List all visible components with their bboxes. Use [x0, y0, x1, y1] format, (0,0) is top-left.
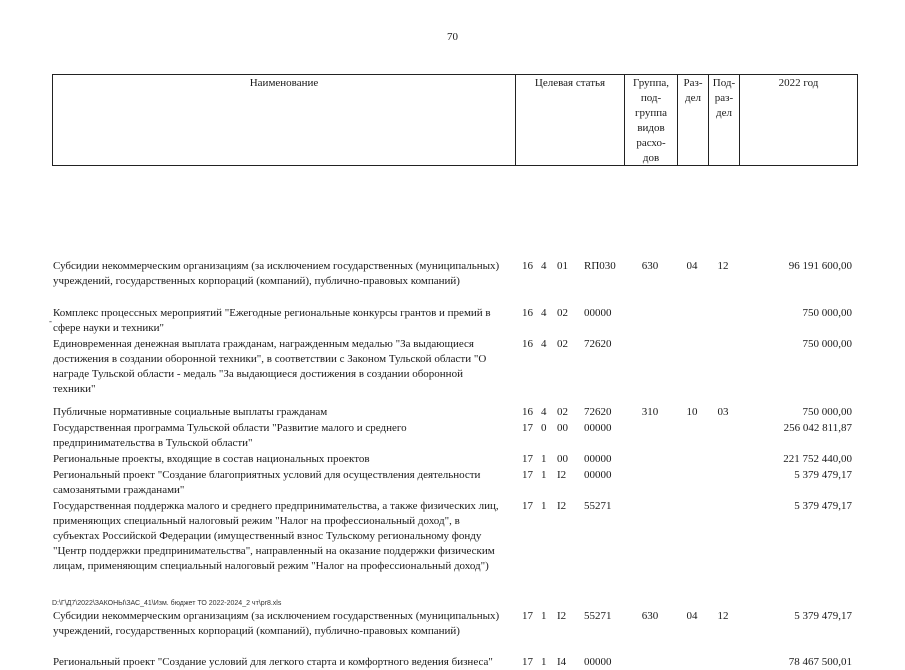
row-name: Субсидии некоммерческим организациям (за исключением государственных (муниципальных) учреждений, государственных корпораций (компаний), публично-правовых компаний) — [53, 610, 500, 637]
row-name: Субсидии некоммерческим организациям (за исключением государственных (муниципальных) учреждений, государственных корпораций (компаний), публично-правовых компаний) — [53, 260, 500, 287]
file-path-footer: D:\Г\Д7\2022\ЗАКОНЫ\ЗАС_41\Изм. бюджет ТО 2022-2024_2 чт\pr8.xls — [52, 600, 282, 607]
target-direction-code: 00000 — [584, 656, 612, 668]
target-program-code: 16 — [522, 260, 533, 272]
target-event-code: I2 — [557, 469, 567, 481]
row-name: Комплекс процессных мероприятий "Ежегодные региональные конкурсы грантов и премий в сфере науки и техники" — [53, 307, 491, 334]
target-event-code: 00 — [557, 422, 568, 434]
subsection-code: 12 — [717, 260, 729, 272]
row-name: Государственная поддержка малого и среднего предпринимательства, а также физических лиц, применяющих специальный налоговый режим "Налог на профессиональный доход", в субъектах Российской Федерации (имущественный взнос Тульскому региональному фонду "Центр поддержки предпринимательства", направленный на оказание поддержки физическим лицам, применяющим специальный налоговый режим "Налог на профессиональный доход") — [53, 500, 499, 572]
target-subprogram-code: 1 — [541, 453, 547, 465]
header-target-article: Целевая статья — [534, 77, 606, 89]
target-subprogram-code: 4 — [541, 406, 547, 418]
target-direction-code: 72620 — [584, 338, 612, 350]
section-code: 04 — [686, 260, 698, 272]
target-event-code: 01 — [557, 260, 568, 272]
target-subprogram-code: 4 — [541, 307, 547, 319]
target-event-code: 00 — [557, 453, 568, 465]
target-program-code: 16 — [522, 338, 533, 350]
row-name: Единовременная денежная выплата гражданам, награжденным медалью "За выдающиеся достижения в создании оборонной техники", в соответствии с Законом Тульской области "О награде Тульской области - медаль "За выдающиеся достижения в создании оборонной техники" — [53, 338, 487, 395]
target-direction-code: 72620 — [584, 406, 612, 418]
amount-2022: 96 191 600,00 — [788, 260, 852, 272]
target-direction-code: 00000 — [584, 469, 612, 481]
header-name: Наименование — [249, 77, 319, 89]
subsection-code: 03 — [717, 406, 729, 418]
section-code: 10 — [686, 406, 698, 418]
target-subprogram-code: 0 — [541, 422, 547, 434]
amount-2022: 221 752 440,00 — [783, 453, 852, 465]
target-program-code: 17 — [522, 500, 533, 512]
target-subprogram-code: 1 — [541, 656, 547, 668]
target-program-code: 17 — [522, 656, 533, 668]
amount-2022: 750 000,00 — [802, 338, 852, 350]
amount-2022: 256 042 811,87 — [783, 422, 852, 434]
target-subprogram-code: 1 — [541, 500, 547, 512]
row-name: Региональные проекты, входящие в состав национальных проектов — [53, 453, 370, 465]
target-event-code: 02 — [557, 406, 568, 418]
target-event-code: 02 — [557, 307, 568, 319]
target-subprogram-code: 1 — [541, 610, 547, 622]
target-program-code: 17 — [522, 453, 533, 465]
header-subsection: Под- раз- дел — [712, 77, 736, 119]
expense-group: 630 — [641, 610, 659, 622]
target-subprogram-code: 1 — [541, 469, 547, 481]
expense-group: 310 — [641, 406, 659, 418]
target-program-code: 16 — [522, 307, 533, 319]
amount-2022: 5 379 479,17 — [794, 610, 852, 622]
expense-group: 630 — [641, 260, 659, 272]
target-subprogram-code: 4 — [541, 260, 547, 272]
amount-2022: 78 467 500,01 — [788, 656, 852, 668]
target-event-code: I2 — [557, 610, 567, 622]
row-name: Государственная программа Тульской области "Развитие малого и среднего предпринимательства в Тульской области" — [53, 422, 407, 449]
amount-2022: 750 000,00 — [802, 307, 852, 319]
target-subprogram-code: 4 — [541, 338, 547, 350]
row-name: Региональный проект "Создание благоприятных условий для осуществления деятельности самозанятыми гражданами" — [53, 469, 481, 496]
target-direction-code: 55271 — [584, 610, 612, 622]
page-number: 70 — [447, 31, 458, 43]
section-code: 04 — [686, 610, 698, 622]
amount-2022: 750 000,00 — [802, 406, 852, 418]
target-direction-code: 00000 — [584, 453, 612, 465]
margin-mark: - — [49, 316, 52, 326]
header-expense-group: Группа, под- группа видов расхо- дов — [633, 77, 669, 164]
row-name: Публичные нормативные социальные выплаты гражданам — [53, 406, 328, 418]
subsection-code: 12 — [717, 610, 729, 622]
target-event-code: 02 — [557, 338, 568, 350]
target-direction-code: 00000 — [584, 422, 612, 434]
header-year: 2022 год — [778, 77, 819, 89]
row-name: Региональный проект "Создание условий для легкого старта и комфортного ведения бизнеса" — [53, 656, 493, 668]
target-direction-code: 00000 — [584, 307, 612, 319]
target-program-code: 17 — [522, 422, 533, 434]
target-event-code: I4 — [557, 656, 567, 668]
target-direction-code: RП030 — [584, 260, 616, 272]
target-program-code: 17 — [522, 469, 533, 481]
amount-2022: 5 379 479,17 — [794, 469, 852, 481]
header-section: Раз- дел — [683, 77, 703, 104]
table-header — [52, 74, 858, 166]
amount-2022: 5 379 479,17 — [794, 500, 852, 512]
target-event-code: I2 — [557, 500, 567, 512]
target-program-code: 16 — [522, 406, 533, 418]
target-direction-code: 55271 — [584, 500, 612, 512]
target-program-code: 17 — [522, 610, 533, 622]
